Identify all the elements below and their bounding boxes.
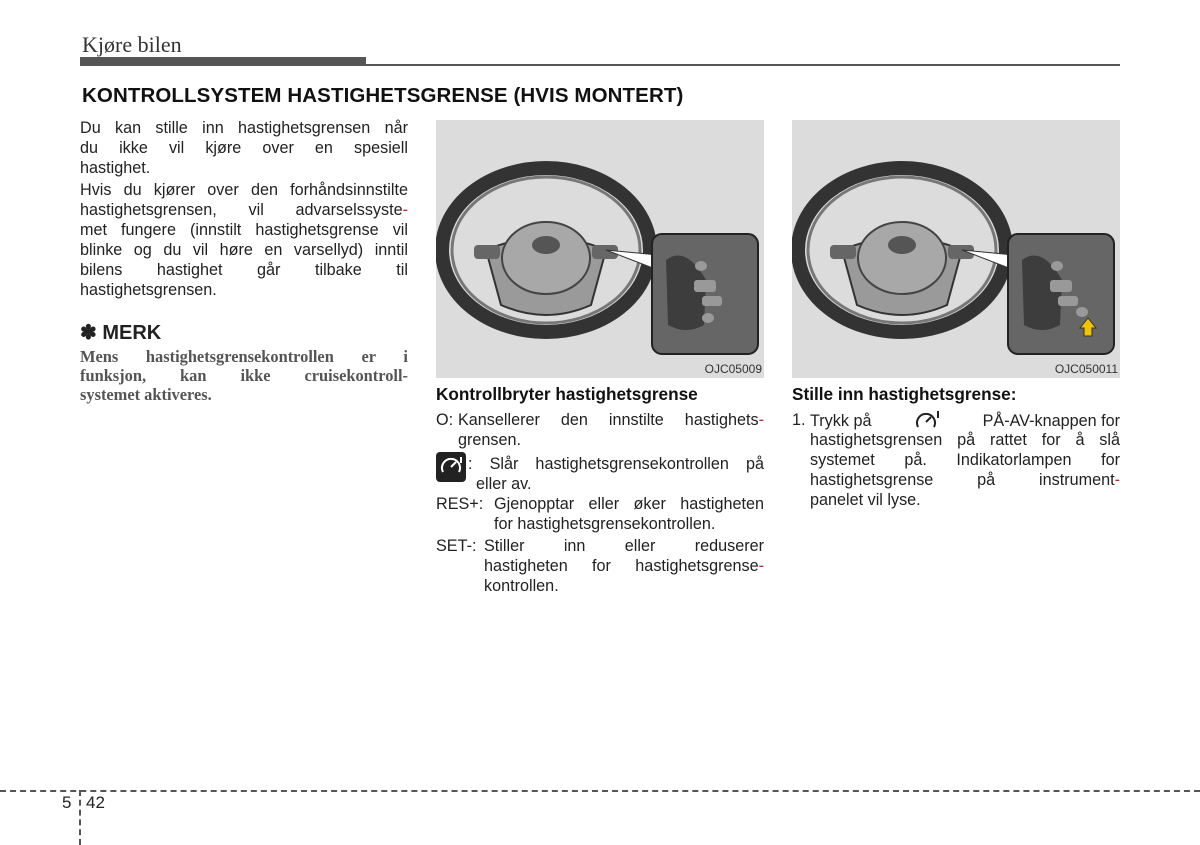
- text-line: Stiller inn eller reduserer: [484, 537, 764, 555]
- steering-wheel-illustration: [436, 120, 764, 378]
- text-line: for hastighetsgrensekontrollen.: [494, 515, 716, 533]
- footer-divider: [0, 790, 1200, 792]
- header-rule-thick: [80, 57, 366, 64]
- item-label: O:: [436, 411, 454, 429]
- text-line: hastighet.: [80, 159, 151, 177]
- header-rule-thin: [80, 64, 1120, 66]
- text-line: Du kan stille inn hastighetsgrensen når: [80, 119, 408, 137]
- page-number: 42: [86, 793, 105, 812]
- text-line: hastighetsgrense på instrument-: [810, 471, 1120, 489]
- text-line: bilens hastighet går tilbake til: [80, 261, 408, 279]
- steering-wheel-image-2: [792, 120, 1120, 378]
- text-line: systemet aktiveres.: [80, 385, 212, 404]
- setting-steps: [792, 410, 1120, 514]
- item-label: SET-:: [436, 537, 477, 555]
- text-line: grensen.: [458, 431, 521, 449]
- item-label: RES+:: [436, 495, 484, 513]
- note-title: ✽ MERK: [80, 322, 162, 344]
- steering-wheel-image-1: [436, 120, 764, 378]
- text-line: Trykk på PÅ-AV-knappen for: [810, 412, 1120, 430]
- step-number: 1.: [792, 411, 806, 429]
- section-heading: KONTROLLSYSTEM HASTIGHETSGRENSE (HVIS MONTERT): [82, 84, 684, 107]
- switch-description: [436, 410, 764, 598]
- text-line: hastigheten for hastighetsgrense-: [484, 557, 764, 575]
- speed-limiter-icon: [912, 410, 942, 432]
- image-code: OJC05009: [704, 362, 762, 376]
- text-line: blinke og du vil høre en varsellyd) inntil: [80, 241, 408, 259]
- text-line: met fungere (innstilt hastighetsgrense vil: [80, 221, 408, 239]
- text-line: panelet vil lyse.: [810, 491, 921, 509]
- image-code: OJC050011: [1054, 362, 1118, 376]
- text-line: funksjon, kan ikke cruisekontroll-: [80, 366, 408, 385]
- steering-wheel-illustration: [792, 120, 1120, 378]
- text-line: Mens hastighetsgrensekontrollen er i: [80, 347, 408, 366]
- subsection-title: Kontrollbryter hastighetsgrense: [436, 384, 698, 404]
- text-line: du ikke vil kjøre over en spesiell: [80, 139, 408, 157]
- chapter-title: Kjøre bilen: [82, 32, 182, 57]
- speed-limiter-icon: [436, 452, 466, 482]
- footer-vertical-divider: [79, 790, 81, 845]
- text-line: kontrollen.: [484, 577, 559, 595]
- text-line: hastighetsgrensen, vil advarselssyste-: [80, 201, 408, 219]
- chapter-number: 5: [62, 793, 72, 812]
- text-line: hastighetsgrensen på rattet for å slå: [810, 431, 1120, 449]
- subsection-title: Stille inn hastighetsgrense:: [792, 384, 1017, 404]
- text-line: eller av.: [476, 475, 532, 493]
- text-line: Kansellerer den innstilte hastighets-: [458, 411, 764, 429]
- text-line: hastighetsgrensen.: [80, 281, 217, 299]
- text-line: Gjenopptar eller øker hastigheten: [494, 495, 764, 513]
- note-text: [80, 347, 408, 404]
- text-line: Hvis du kjører over den forhåndsinnstilte: [80, 181, 408, 199]
- text-line: : Slår hastighetsgrensekontrollen på: [468, 455, 764, 473]
- text-line: systemet på. Indikatorlampen for: [810, 451, 1120, 469]
- intro-text: [80, 118, 408, 300]
